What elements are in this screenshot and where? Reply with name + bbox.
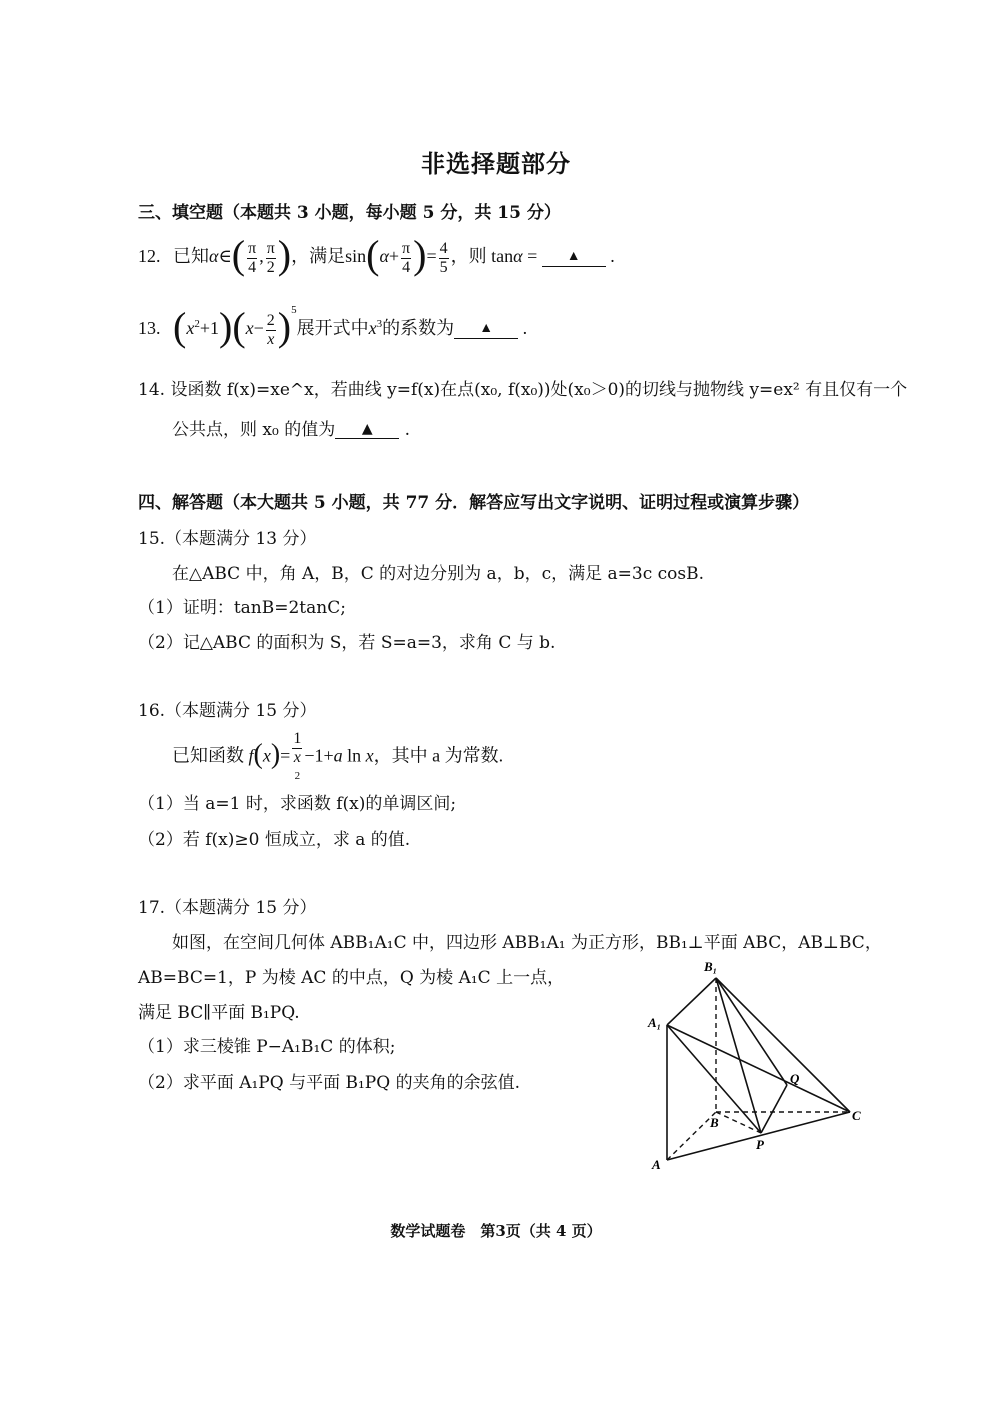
question-17-stem1: 如图，在空间几何体 ABB₁A₁C 中，四边形 ABB₁A₁ 为正方形，BB₁⊥平面 ABC，AB⊥BC，	[172, 933, 882, 953]
question-12: 12. 已知α∈( $\frac{\pi}{4}$ , $\frac{\pi}{2}$ )，满足sin(α+ $\frac{\pi}{4}$ )= $\frac{4}{5}$ ，则 tanα = ▲ .	[138, 232, 615, 277]
question-17-head: 17.（本题满分 15 分）	[138, 898, 317, 918]
label-B1: B₁	[704, 959, 718, 974]
question-15-part2: （2）记△ABC 的面积为 S，若 S=a=3，求角 C 与 b.	[138, 633, 556, 653]
question-16-part2: （2）若 f(x)≥0 恒成立，求 a 的值.	[138, 830, 411, 850]
section-header-solutions: 四、解答题（本大题共 5 小题，共 77 分．解答应写出文字说明、证明过程或演算步骤）	[138, 493, 810, 513]
question-17-stem3: 满足 BC∥平面 B₁PQ.	[138, 1003, 300, 1023]
label-Q: Q	[790, 1071, 800, 1086]
label-C: C	[852, 1108, 861, 1123]
label-B: B	[710, 1115, 719, 1130]
geometry-figure	[640, 955, 880, 1185]
edge-AC	[667, 1112, 850, 1160]
edge-BP-hidden	[716, 1112, 761, 1133]
question-number: 13.	[138, 318, 161, 339]
question-13: 13. $(x^2+1)(x-$ $\frac{2}{x}$ )$^5$展开式中$x^3$的系数为 ▲ .	[138, 304, 528, 349]
answer-blank: ▲	[454, 317, 518, 339]
page-footer: 数学试题卷 第3页（共 4 页）	[390, 1222, 602, 1240]
question-17-part1: （1）求三棱锥 P−A₁B₁C 的体积;	[138, 1037, 396, 1057]
answer-blank: ▲	[542, 245, 606, 267]
label-A: A	[652, 1157, 661, 1172]
section-header-fill-blank: 三、填空题（本题共 3 小题，每小题 5 分，共 15 分）	[138, 203, 561, 223]
question-15-head: 15.（本题满分 13 分）	[138, 529, 317, 549]
answer-blank: ▲	[335, 419, 399, 439]
edge-B1Q	[716, 978, 787, 1085]
question-17-part2: （2）求平面 A₁PQ 与平面 B₁PQ 的夹角的余弦值.	[138, 1073, 520, 1093]
question-16-stem: 已知函数 f(x)= 1 x 2 −1+a ln x，其中 a 为常数.	[172, 730, 504, 782]
edge-QP	[761, 1085, 787, 1133]
question-15-part1: （1）证明：tanB=2tanC;	[138, 598, 346, 618]
question-16-part1: （1）当 a=1 时，求函数 f(x)的单调区间;	[138, 794, 457, 814]
question-14-line2: 公共点，则 x₀ 的值为 ▲ .	[172, 420, 411, 440]
question-16-head: 16.（本题满分 15 分）	[138, 701, 317, 721]
question-14-line1: 14. 设函数 f(x)=xe^x，若曲线 y=f(x)在点(x₀, f(x₀))处(x₀＞0)的切线与抛物线 y=ex² 有且仅有一个	[138, 380, 908, 400]
question-number: 12.	[138, 246, 161, 267]
question-number: 14.	[138, 380, 166, 400]
edge-A1C	[667, 1025, 850, 1112]
label-P: P	[756, 1137, 764, 1152]
page-title: 非选择题部分	[421, 149, 571, 178]
label-A1: A₁	[648, 1015, 662, 1030]
question-17-stem2: AB=BC=1，P 为棱 AC 的中点，Q 为棱 A₁C 上一点，	[138, 968, 565, 988]
question-15-stem: 在△ABC 中，角 A，B，C 的对边分别为 a，b，c，满足 a=3c cosB.	[172, 564, 704, 584]
edge-A1B1	[667, 978, 716, 1025]
